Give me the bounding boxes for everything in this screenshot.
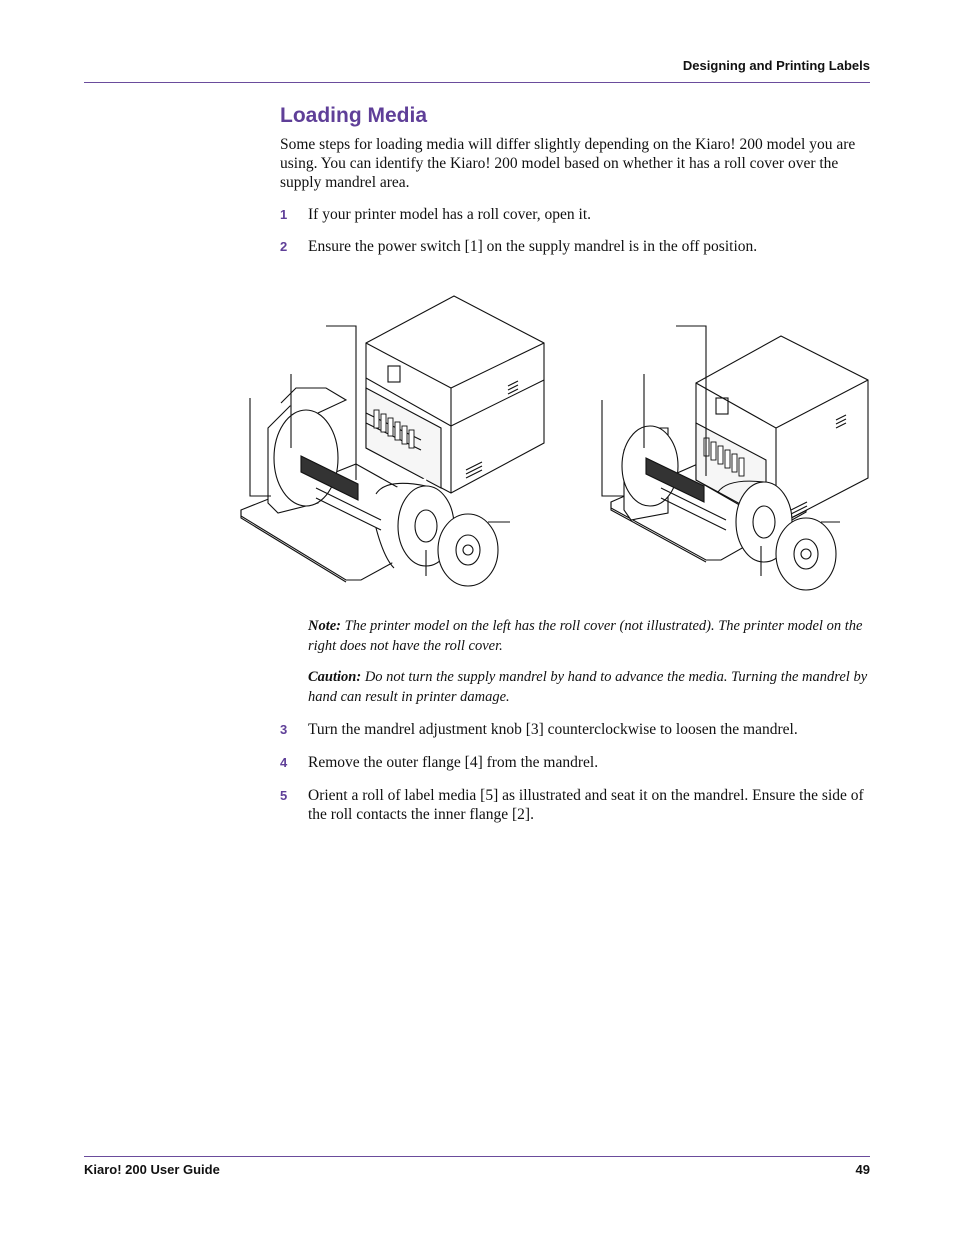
note-label: Note: xyxy=(308,618,342,634)
page-title: Loading Media xyxy=(280,104,427,127)
printer-left xyxy=(241,296,544,586)
step-number: 3 xyxy=(280,722,288,737)
footer-guide-title: Kiaro! 200 User Guide xyxy=(84,1162,220,1177)
step-5 xyxy=(280,786,870,824)
step-number: 5 xyxy=(280,788,288,803)
caution-text: Do not turn the supply mandrel by hand to advance the media. Turning the mandrel by hand can result in printer damage. xyxy=(308,669,868,705)
printer-right xyxy=(602,326,868,590)
step-text: Orient a roll of label media [5] as illustrated and seat it on the mandrel. Ensure the side of the roll contacts the inner flange [2]. xyxy=(308,787,864,823)
note-callout xyxy=(308,617,870,656)
step-text: Remove the outer flange [4] from the mandrel. xyxy=(308,754,599,771)
step-number: 4 xyxy=(280,755,288,770)
caution-callout xyxy=(308,668,870,707)
running-header: Designing and Printing Labels xyxy=(682,58,870,73)
caution-label: Caution: xyxy=(308,669,362,685)
step-number: 1 xyxy=(280,207,288,222)
step-number: 2 xyxy=(280,239,288,254)
step-text: Turn the mandrel adjustment knob [3] counterclockwise to loosen the mandrel. xyxy=(308,721,798,738)
step-2 xyxy=(280,237,870,256)
step-4 xyxy=(280,753,870,772)
step-3 xyxy=(280,720,870,739)
printer-illustration xyxy=(236,288,876,598)
footer-rule xyxy=(84,1156,870,1157)
step-text: Ensure the power switch [1] on the supply mandrel is in the off position. xyxy=(308,238,758,255)
page-number: 49 xyxy=(855,1162,870,1177)
header-rule xyxy=(84,82,870,83)
step-1 xyxy=(280,205,870,224)
step-text: If your printer model has a roll cover, open it. xyxy=(308,206,592,223)
note-text: The printer model on the left has the roll cover (not illustrated). The printer model on the right does not have the roll cover. xyxy=(308,618,863,654)
page-footer xyxy=(84,1162,870,1177)
intro-paragraph: Some steps for loading media will differ slightly depending on the Kiaro! 200 model you are using. You can identify the Kiaro! 200 model based on whether it has a roll cover over the supply mandrel area. xyxy=(280,136,856,191)
